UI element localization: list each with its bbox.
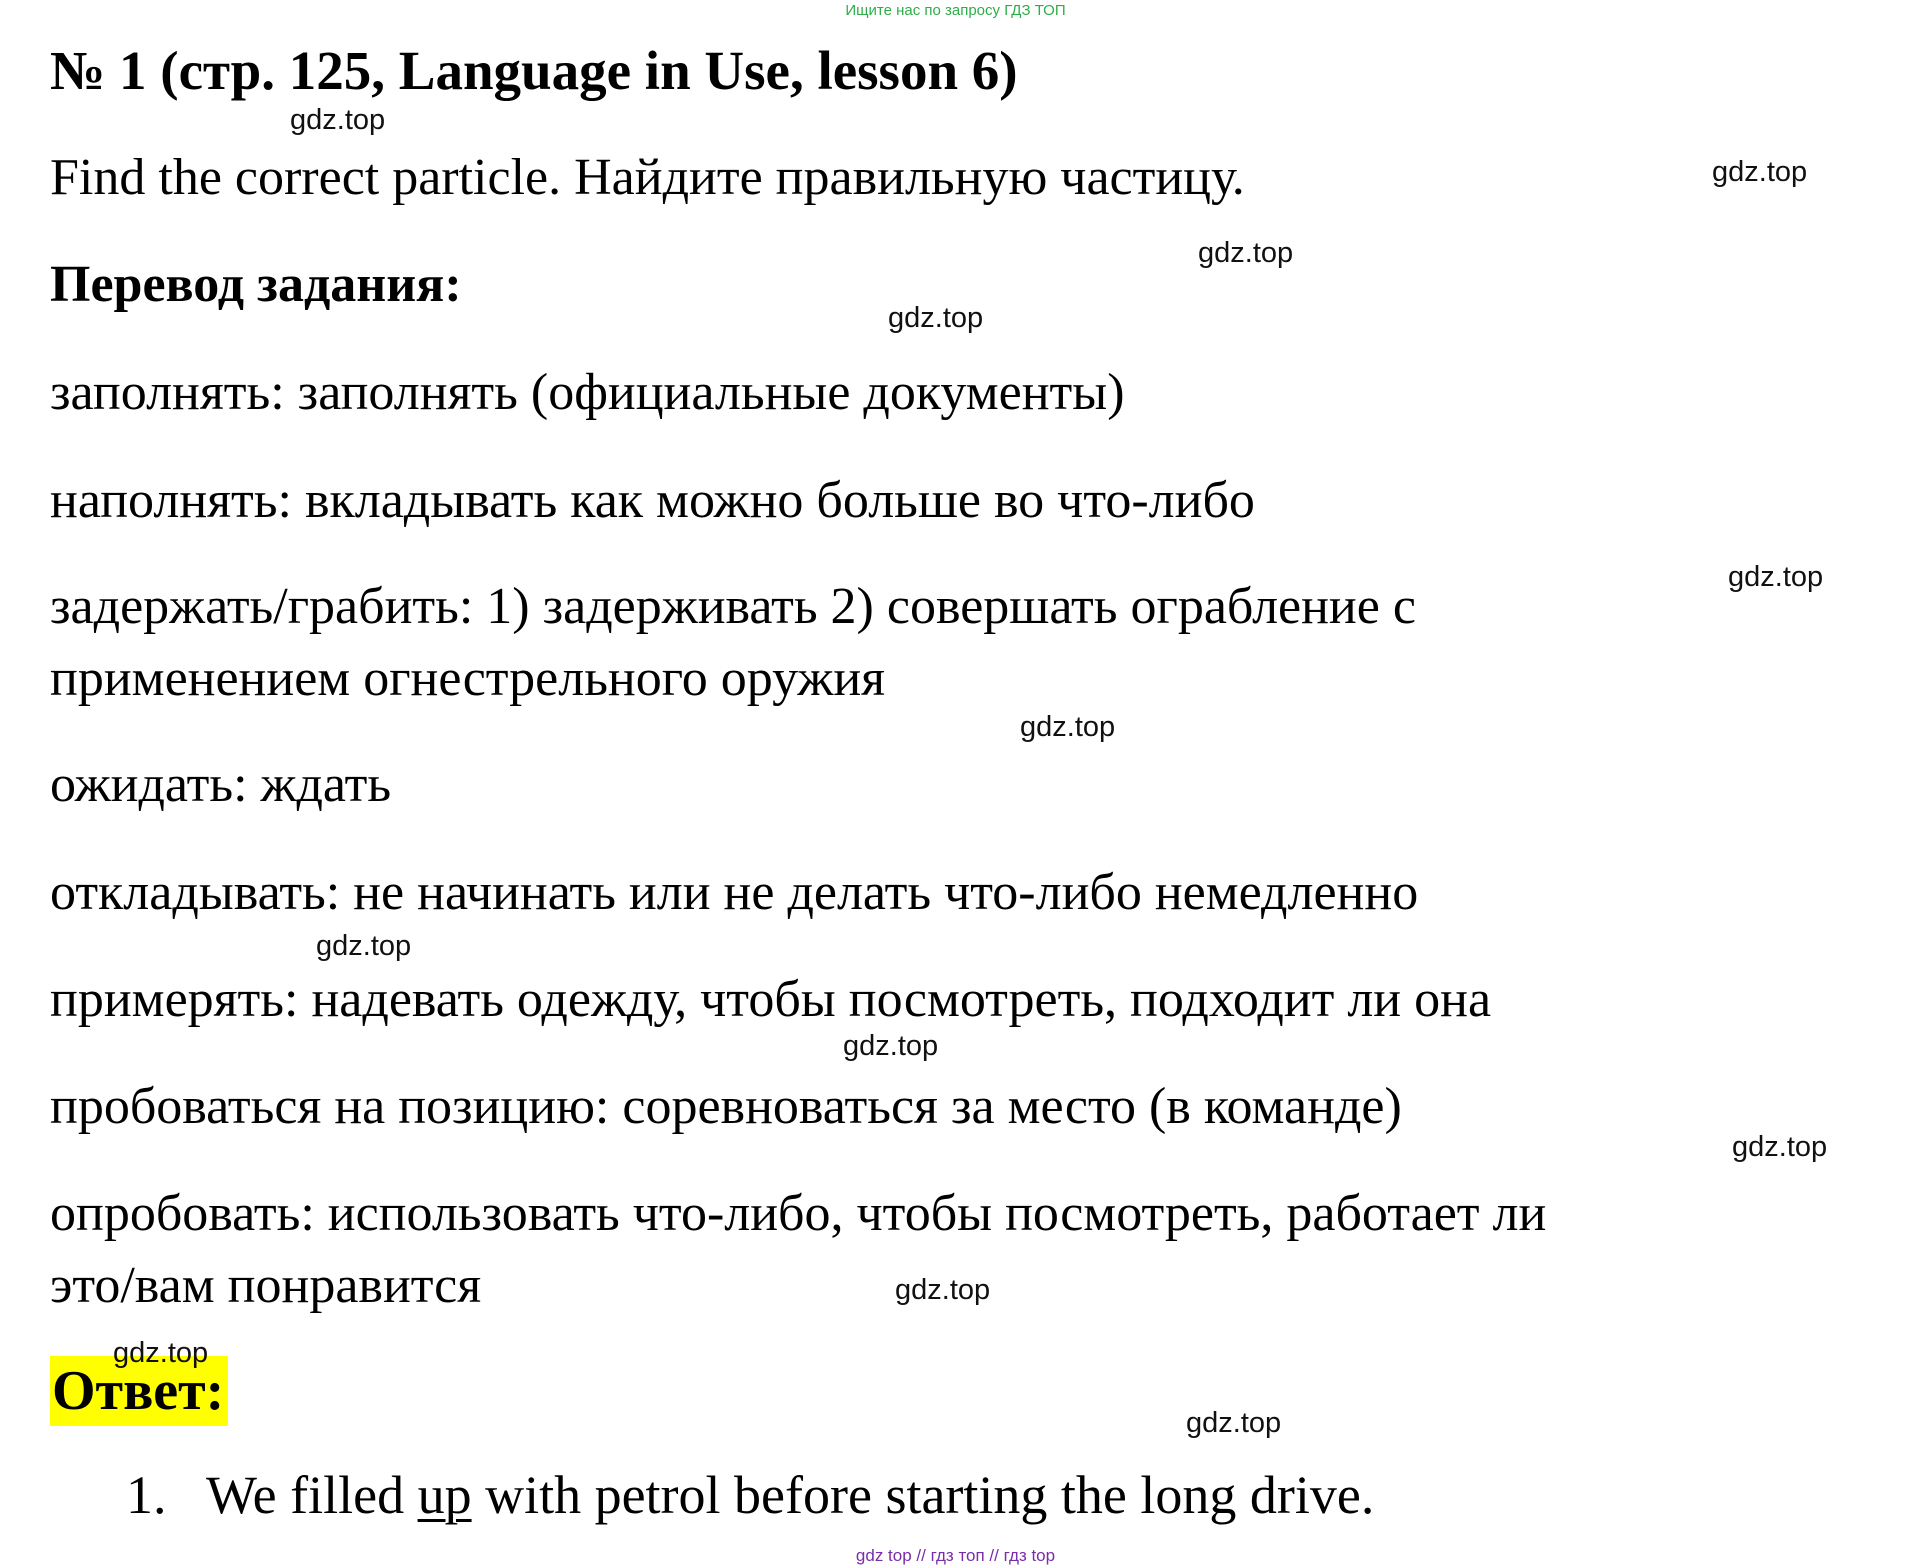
definition-line: примерять: надевать одежду, чтобы посмотреть, подходит ли она <box>50 971 1492 1028</box>
answer-item <box>126 1460 1374 1530</box>
watermark: gdz.top <box>290 104 386 136</box>
watermark: gdz.top <box>1732 1131 1828 1163</box>
definition-line: применением огнестрельного оружия <box>50 650 886 707</box>
watermark: gdz.top <box>1198 237 1294 269</box>
definition-line: откладывать: не начинать или не делать что-либо немедленно <box>50 864 1419 921</box>
watermark: gdz.top <box>1728 561 1824 593</box>
answer-label: Ответ: <box>50 1356 228 1426</box>
translation-heading: Перевод задания: <box>50 256 462 313</box>
task-line: Find the correct particle. Найдите правильную частицу. <box>50 149 1245 206</box>
definition-line: это/вам понравится <box>50 1257 482 1314</box>
definition-line: задержать/грабить: 1) задерживать 2) совершать ограбление с <box>50 578 1416 635</box>
definition-line: пробоваться на позицию: соревноваться за место (в команде) <box>50 1078 1402 1135</box>
page-title: № 1 (стр. 125, Language in Use, lesson 6) <box>50 40 1018 101</box>
watermark: gdz.top <box>1712 156 1808 188</box>
definition-line: наполнять: вкладывать как можно больше во что-либо <box>50 472 1255 529</box>
answer-text-after: with petrol before starting the long drive. <box>471 1465 1375 1525</box>
watermark: gdz.top <box>316 930 412 962</box>
top-banner: Ищите нас по запросу ГДЗ ТОП <box>845 2 1066 19</box>
watermark: gdz.top <box>1186 1407 1282 1439</box>
watermark: gdz.top <box>895 1274 991 1306</box>
definition-line: ожидать: ждать <box>50 756 392 813</box>
watermark: gdz.top <box>113 1337 209 1369</box>
watermark: gdz.top <box>1020 711 1116 743</box>
answer-text-before: We filled <box>206 1465 418 1525</box>
watermark: gdz.top <box>843 1030 939 1062</box>
answer-number: 1. <box>126 1465 167 1525</box>
definition-line: заполнять: заполнять (официальные документы) <box>50 364 1125 421</box>
watermark: gdz.top <box>888 302 984 334</box>
definition-line: опробовать: использовать что-либо, чтобы посмотреть, работает ли <box>50 1185 1547 1242</box>
bottom-banner: gdz top // гдз топ // гдз top <box>855 1546 1056 1565</box>
answer-particle: up <box>417 1465 472 1525</box>
